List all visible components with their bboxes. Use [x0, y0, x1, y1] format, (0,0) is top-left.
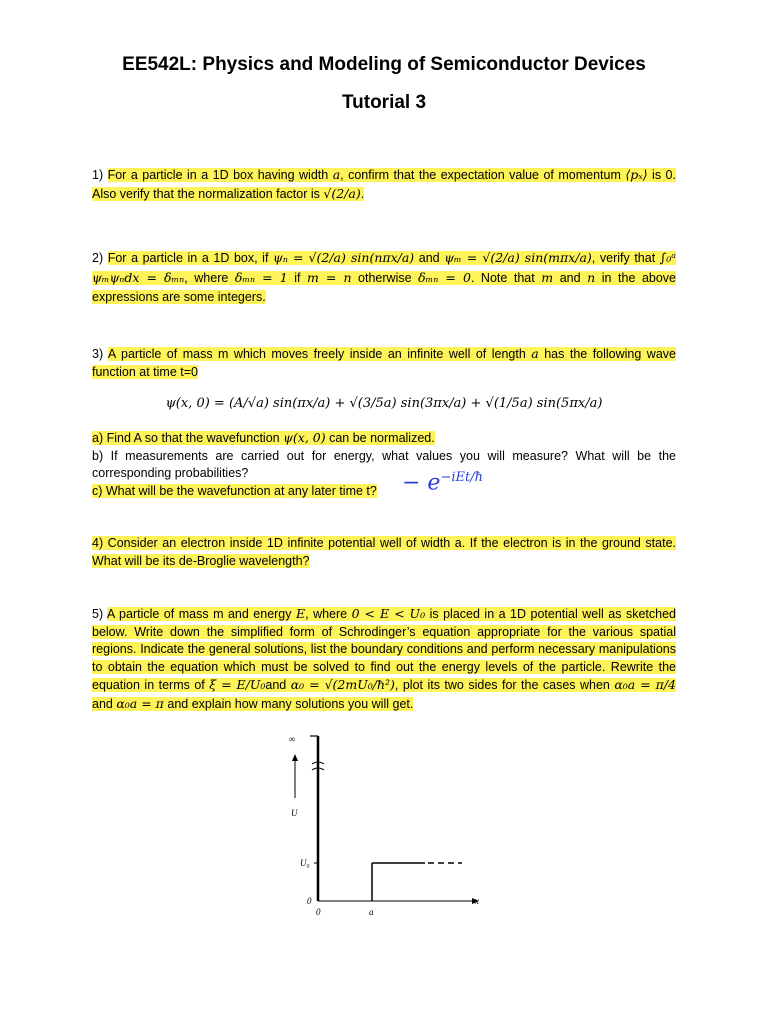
q3-part-a: a) Find A so that the wavefunction ψ(x, 0) can be normalized.: [92, 430, 435, 445]
q3-number: 3): [92, 347, 108, 361]
q3-part-b: b) If measurements are carried out for energy, what values you will measure? What will be the corresponding probabilities?: [92, 448, 676, 480]
q5-body: A particle of mass m and energy E, where 0 < E < U₀ is placed in a 1D potential well as sketched below. Write down the simplified form of Schrodinger’s equation appropriate for the various spatial regions. Indicate the general solutions, list the boundary conditions and perform necessary manipulations to obtain the equation which must be solved to find out the energy levels of the particle. Rewrite the equation in terms of ξ = E/U₀and α₀ = √(2mU₀/ħ²), plot its two sides for the cases when α₀a = π/4 and α₀a = π and explain how many solutions you will get.: [92, 606, 677, 711]
question-2: [92, 248, 676, 307]
q3-wavefunction-equation: ψ(x, 0) = (A/√a) sin(πx/a) + √(3/5a) sin(3πx/a) + √(1/5a) sin(5πx/a): [165, 396, 603, 411]
zero-y-label: 0: [307, 896, 312, 906]
question-3-parts: [92, 429, 676, 500]
course-title: EE542L: Physics and Modeling of Semiconductor Devices: [122, 54, 646, 75]
question-4: [92, 535, 676, 570]
tutorial-title: Tutorial 3: [341, 92, 427, 113]
x-label: x: [475, 896, 479, 906]
q1-number: 1): [92, 168, 108, 182]
q3-part-c: c) What will be the wavefunction at any later time t?: [92, 483, 377, 498]
q2-number: 2): [92, 251, 108, 265]
u0-label: U₀: [300, 858, 310, 868]
question-1: [92, 166, 676, 203]
question-5: [92, 605, 676, 713]
q2-body: For a particle in a 1D box, if ψₙ = √(2/a) sin(nπx/a) and ψₘ = √(2/a) sin(mπx/a), verify that ∫₀ᵃ ψₘψₙdx = δₘₙ, where δₘₙ = 1 if m = n otherwise δₘₙ = 0. Note that m and n in the above expressions are some integers.: [92, 250, 677, 304]
q3-body: A particle of mass m which moves freely inside an infinite well of length a has the following wave function at time t=0: [92, 346, 676, 379]
q1-body: For a particle in a 1D box having width a, confirm that the expectation value of momentum ⟨pₓ⟩ is 0. Also verify that the normalization factor is √(2/a).: [92, 167, 676, 201]
zero-x-label: 0: [316, 907, 321, 917]
q4-body: 4) Consider an electron inside 1D infinite potential well of width a. If the electron is in the ground state. What will be its de-Broglie wavelength?: [92, 536, 676, 568]
q5-number: 5): [92, 607, 107, 621]
question-3: [92, 345, 676, 381]
potential-well-diagram: [280, 728, 500, 928]
a-label: a: [369, 907, 374, 917]
infinity-label: ∞: [289, 734, 296, 744]
u-label: U: [291, 808, 298, 818]
u-arrow-head-icon: [292, 754, 298, 761]
handwritten-annotation: − $e^{-iEt/ħ}$: [402, 470, 483, 496]
